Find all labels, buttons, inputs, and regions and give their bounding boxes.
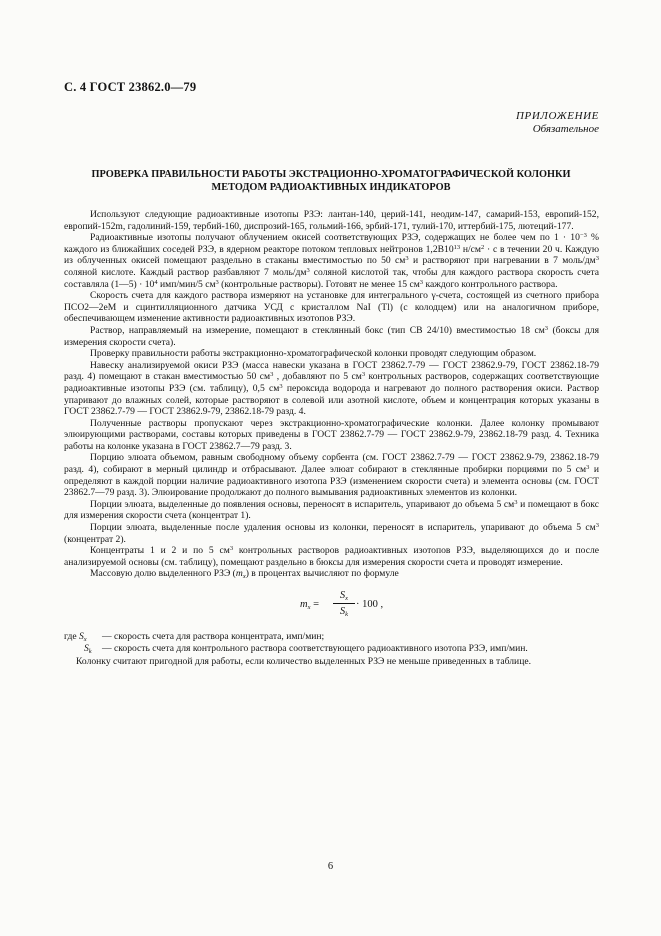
variable-definitions: [64, 631, 599, 654]
paragraph-column-elution: Полученные растворы пропускают через экстракционно-хроматографические колонки. Далее колонку промывают элюирующими растворами, составы которых приведены в ГОСТ 23862.7-79 — ГОСТ 23862.9-79, 23862.18-79 разд. 4. Техника работы на колонке указана в ГОСТ 23862.7—79 разд. 3.: [64, 417, 599, 452]
formula-lhs: $m_x$ =: [300, 599, 320, 611]
definition-symbol: $S_k$: [84, 642, 92, 655]
mass-fraction-formula: [300, 589, 599, 621]
section-title: ПРОВЕРКА ПРАВИЛЬНОСТИ РАБОТЫ ЭКСТРАЦИОННО-ХРОМАТОГРАФИЧЕСКОЙ КОЛОНКИ МЕТОДОМ РАДИОАКТИВНЫХ ИНДИКАТОРОВ: [91, 169, 571, 193]
definition-text: — скорость счета для раствора концентрата, имп/мин;: [102, 631, 325, 642]
formula-denominator: $S_k$: [339, 606, 349, 618]
paragraph-concentrate-2: Порции элюата, выделенные после удаления основы из колонки, переносят в испаритель, упаривают до объема 5 $см^3$ (концентрат 2).: [64, 522, 599, 545]
paragraph-conclusion: Колонку считают пригодной для работы, если количество выделенных РЗЭ не меньше приведенных в таблице.: [76, 656, 531, 668]
paragraph-measure-concentrates: Концентраты 1 и 2 и по 5 $см^3$ контрольных растворов радиоактивных изотопов РЗЭ, выделяющихся до и после анализируемой основы (см. таблицу), помещают раздельно в бюксы для измерения скорости счета и проводят измерение.: [64, 545, 600, 568]
paragraph-irradiation: Радиоактивные изотопы получают облучением окисей соответствующих РЗЭ, содержащих не более чем по $1 \cdot 10^{-3}$ % каждого из ближайших соседей РЗЭ, в ядерном реакторе потоком тепловых нейтронов $1,2В10^{13}$ $н/см^2 \cdot с$ в течении 20 ч. Каждую из облученных окисей помещают раздельно в стаканы вместимостью по 50 $см^3$ и растворяют при нагревании в 7 моль/$дм^3$ соляной кислоте. Каждый раствор разбавляют 7 моль/$дм^3$ соляной кислотой так, чтобы для каждого раствора скорость счета составляла (1—5) · $10^4$ имп/мин/5 $см^3$ (контрольные растворы). Готовят не менее 15 $см^3$ каждого контрольного раствора.: [64, 232, 600, 290]
paragraph-eluate-portions: Порцию элюата объемом, равным свободному объему сорбента (см. ГОСТ 23862.7-79 — ГОСТ 23862.9-79, 23862.18-79 разд. 4), собирают в мерный цилиндр и отбрасывают. Далее элюат собирают в стеклянные пробирки порциями по 5 $см^3$ и определяют в каждой порции наличие радиоактивного изотопа РЗЭ (изменением скорости счета) и элемента основы (см. ГОСТ 23862.7—79 разд. 3). Элюирование продолжают до полного вымывания радиоактивных элементов из колонки.: [64, 452, 599, 499]
annex-status: Обязательное: [532, 123, 599, 135]
definition-symbol: где $S_x$: [64, 631, 87, 643]
paragraph-measurement-box: Раствор, направляемый на измерение, помещают в стеклянный бокс (тип СВ 24/10) вместимостью 18 $см^3$ (боксы для измерения скорости счета).: [64, 324, 599, 348]
paragraph-count-rate: Скорость счета для каждого раствора измеряют на установке для интегрального γ-счета, состоящей из счетного прибора ПСО2—2еМ и сцинтилляционного датчика УСД с кристаллом NaI (Tl) (с колодцем) или на аналогичном приборе, обеспечивающем изменение активности радиоактивных изотопов РЗЭ.: [64, 290, 599, 325]
paragraph-procedure-intro: Проверку правильности работы экстракционно-хроматографической колонки проводят следующим образом.: [90, 348, 537, 360]
definition-text: — скорость счета для контрольного раствора соответствующего радиоактивного изотопа РЗЭ, имп/мин.: [102, 642, 528, 654]
fraction-bar: [333, 603, 355, 604]
definition-sk: [64, 643, 599, 655]
paragraph-sample-prep: Навеску анализируемой окиси РЗЭ (масса навески указана в ГОСТ 23862.7-79 — ГОСТ 23862.9-79, ГОСТ 23862.18-79 разд. 4) помещают в стакан вместимостью 50 $см^3$ , добавляют по 5 $см^3$ контрольных растворов, содержащих соответствующие радиоактивные изотопы РЗЭ (см. таблицу), 0,5 $см^3$ пероксида водорода и нагревают до полного растворения окиси. Раствор упаривают до влажных солей, которые растворяют в солевой или азотной кислоте, объем и концентрация которых указаны в ГОСТ 23862.7-79 — ГОСТ 23862.9-79, 23862.18-79 разд. 4.: [64, 359, 600, 418]
annex-label: [516, 110, 599, 136]
formula-rhs: · 100 ,: [356, 599, 384, 610]
paragraph-concentrate-1: Порции элюата, выделенные до появления основы, переносят в испаритель, упаривают до объема 5 $см^3$ и помещают в бокс для измерения скорости счета (концентрат 1).: [64, 498, 599, 522]
body-text: [64, 209, 599, 668]
formula-fraction: [333, 589, 355, 618]
page-header: С. 4 ГОСТ 23862.0—79: [64, 80, 197, 94]
page-number: 6: [327, 861, 334, 872]
definition-sx: [64, 631, 599, 643]
paragraph-formula-intro: Массовую долю выделенного РЗЭ $(m_x)$ в процентах вычисляют по формуле: [90, 568, 399, 581]
formula-numerator: $S_x$: [339, 590, 349, 602]
paragraph-isotopes: Используют следующие радиоактивные изотопы РЗЭ: лантан-140, церий-141, неодим-147, самарий-153, европий-152, европий-152m, гадолиний-159, тербий-160, диспрозий-165, гольмий-166, эрбий-171, тулий-170, иттербий-175, лютеций-177.: [64, 209, 599, 232]
annex-title: ПРИЛОЖЕНИЕ: [516, 110, 599, 122]
